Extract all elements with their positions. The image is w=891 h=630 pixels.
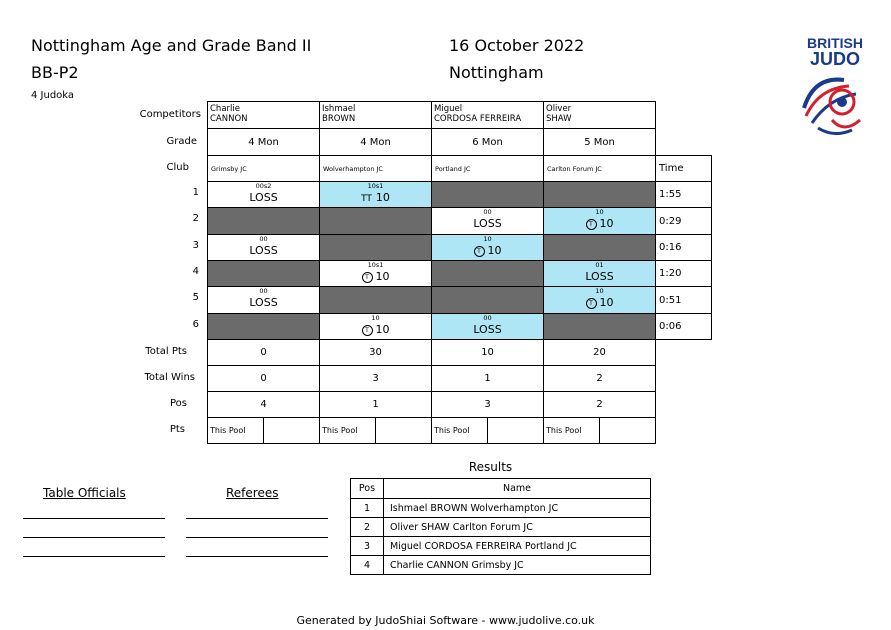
pool-cell: This Pool [319, 417, 376, 444]
match-cell [431, 286, 544, 314]
result-text: LOSS [249, 244, 278, 257]
signature-line[interactable] [186, 518, 328, 519]
competitor-last-name: SHAW [546, 114, 572, 124]
match-cell[interactable] [319, 181, 432, 208]
event-date: 16 October 2022 [449, 36, 585, 55]
winner-circle-icon: T [474, 246, 485, 257]
referees-label: Referees [226, 486, 279, 500]
match-result [320, 270, 431, 283]
competitor-name-cell [431, 101, 544, 129]
match-number: 2 [192, 213, 199, 224]
match-cell [319, 234, 432, 261]
signature-line[interactable] [23, 537, 165, 538]
pos-cell: 4 [207, 391, 320, 418]
match-cell[interactable] [543, 260, 656, 287]
footer-credit: Generated by JudoShiai Software - www.judolive.co.uk [296, 614, 595, 627]
match-result [320, 323, 431, 336]
table-officials-label: Table Officials [43, 486, 126, 500]
match-cell[interactable] [319, 260, 432, 287]
label-pts: Pts [169, 424, 185, 435]
match-cell[interactable] [431, 234, 544, 261]
match-cell [431, 260, 544, 287]
judoka-logo-icon [794, 68, 874, 138]
match-number: 6 [192, 319, 199, 330]
match-cell [319, 286, 432, 314]
result-text: LOSS [585, 270, 614, 283]
match-result [544, 217, 655, 230]
results-title: Results [468, 460, 513, 474]
match-score: 10 [371, 314, 380, 322]
match-score: 00 [259, 287, 268, 295]
pool-cell: This Pool [431, 417, 488, 444]
pool-cell: This Pool [207, 417, 264, 444]
match-number: 3 [192, 240, 199, 251]
british-judo-logo [790, 36, 880, 146]
pos-cell: 2 [543, 391, 656, 418]
results-pos: 4 [350, 555, 384, 575]
match-time-cell: 1:20 [655, 260, 712, 287]
club-cell: Carlton Forum JC [543, 155, 656, 182]
total-wins-cell: 3 [319, 365, 432, 392]
results-name: Miguel CORDOSA FERREIRA Portland JC [383, 536, 651, 556]
label-competitors: Competitors [139, 109, 201, 120]
results-pos: 2 [350, 517, 384, 537]
competitor-first-name: Oliver [546, 104, 572, 114]
signature-line[interactable] [186, 537, 328, 538]
competitor-name-cell [543, 101, 656, 129]
match-result [208, 191, 319, 204]
pos-cell: 1 [319, 391, 432, 418]
competitor-name-cell [319, 101, 432, 129]
logo-line1: BRITISH [807, 35, 863, 51]
results-name: Oliver SHAW Carlton Forum JC [383, 517, 651, 537]
grade-cell: 6 Mon [431, 128, 544, 156]
results-name-header: Name [383, 478, 651, 499]
results-name: Charlie CANNON Grimsby JC [383, 555, 651, 575]
time-header: Time [655, 155, 712, 182]
total-pts-cell: 10 [431, 339, 544, 366]
match-cell [543, 234, 656, 261]
label-grade: Grade [166, 136, 197, 147]
result-text: LOSS [473, 217, 502, 230]
result-text: 10 [599, 217, 614, 230]
result-text: LOSS [249, 296, 278, 309]
grade-cell: 5 Mon [543, 128, 656, 156]
competitor-first-name: Miguel [434, 104, 463, 114]
match-score: 10 [595, 287, 604, 295]
match-result [208, 296, 319, 309]
category-label: BB-P2 [31, 63, 79, 82]
pool-blank-cell[interactable] [375, 417, 432, 444]
match-time-cell: 0:29 [655, 207, 712, 235]
match-score: 10 [595, 208, 604, 216]
total-pts-cell: 0 [207, 339, 320, 366]
total-pts-cell: 30 [319, 339, 432, 366]
match-cell [207, 260, 320, 287]
match-cell [543, 313, 656, 340]
results-name: Ishmael BROWN Wolverhampton JC [383, 498, 651, 518]
match-result [432, 323, 543, 336]
result-text: 10 [375, 323, 390, 336]
match-cell [207, 313, 320, 340]
pool-blank-cell[interactable] [487, 417, 544, 444]
match-cell[interactable] [431, 207, 544, 235]
match-cell[interactable] [543, 286, 656, 314]
result-text: 10 [487, 244, 502, 257]
total-wins-cell: 1 [431, 365, 544, 392]
winner-circle-icon: T [362, 272, 373, 283]
logo-line2: JUDO [809, 49, 860, 69]
competitor-first-name: Ishmael [322, 104, 356, 114]
result-text: 10 [599, 296, 614, 309]
winner-circle-icon: T [586, 298, 597, 309]
match-result [320, 191, 431, 204]
winner-circle-icon: T [586, 219, 597, 230]
total-wins-cell: 2 [543, 365, 656, 392]
match-cell[interactable] [319, 313, 432, 340]
pool-blank-cell[interactable] [599, 417, 656, 444]
pos-cell: 3 [431, 391, 544, 418]
match-cell [207, 207, 320, 235]
winner-circle-icon: T [362, 325, 373, 336]
match-cell [543, 181, 656, 208]
match-score: 00 [259, 235, 268, 243]
judoka-count: 4 Judoka [31, 90, 75, 101]
match-score: 00s2 [255, 182, 272, 190]
match-result [432, 217, 543, 230]
match-time-cell: 0:51 [655, 286, 712, 314]
competitor-name-cell [207, 101, 320, 129]
match-result [544, 296, 655, 309]
match-score: 00 [483, 208, 492, 216]
club-cell: Grimsby JC [207, 155, 320, 182]
results-pos-header: Pos [350, 478, 384, 499]
competitor-last-name: BROWN [322, 114, 356, 124]
tournament-title: Nottingham Age and Grade Band II [31, 36, 312, 55]
competitor-last-name: CANNON [210, 114, 248, 124]
match-time-cell: 0:16 [655, 234, 712, 261]
match-time-cell: 0:06 [655, 313, 712, 340]
results-pos: 3 [350, 536, 384, 556]
match-score: 10 [483, 235, 492, 243]
pool-blank-cell[interactable] [263, 417, 320, 444]
total-pts-cell: 20 [543, 339, 656, 366]
club-cell: Wolverhampton JC [319, 155, 432, 182]
signature-line[interactable] [23, 518, 165, 519]
match-number: 1 [192, 187, 199, 198]
signature-line[interactable] [23, 556, 165, 557]
match-cell[interactable] [207, 181, 320, 208]
match-score: 10s1 [367, 182, 384, 190]
label-total-wins: Total Wins [144, 372, 195, 383]
match-cell[interactable] [207, 286, 320, 314]
total-wins-cell: 0 [207, 365, 320, 392]
pool-cell: This Pool [543, 417, 600, 444]
signature-line[interactable] [186, 556, 328, 557]
match-cell[interactable] [207, 234, 320, 261]
label-total-pts: Total Pts [145, 346, 187, 357]
match-score: 10s1 [367, 261, 384, 269]
label-club: Club [166, 162, 189, 173]
match-result [432, 244, 543, 257]
match-number: 4 [192, 266, 199, 277]
match-number: 5 [192, 292, 199, 303]
club-cell: Portland JC [431, 155, 544, 182]
match-cell[interactable] [543, 207, 656, 235]
match-score: 01 [595, 261, 604, 269]
event-location: Nottingham [449, 63, 544, 82]
label-pos: Pos [169, 398, 187, 409]
match-cell [319, 207, 432, 235]
result-prefix: TT [361, 194, 372, 204]
result-text: LOSS [249, 191, 278, 204]
competitor-first-name: Charlie [210, 104, 240, 114]
match-score: 00 [483, 314, 492, 322]
result-text: 10 [375, 191, 390, 204]
match-cell [431, 181, 544, 208]
match-result [208, 244, 319, 257]
result-text: 10 [375, 270, 390, 283]
grade-cell: 4 Mon [319, 128, 432, 156]
match-time-cell: 1:55 [655, 181, 712, 208]
results-pos: 1 [350, 498, 384, 518]
match-cell[interactable] [431, 313, 544, 340]
match-result [544, 270, 655, 283]
competitor-last-name: CORDOSA FERREIRA [434, 114, 522, 124]
grade-cell: 4 Mon [207, 128, 320, 156]
result-text: LOSS [473, 323, 502, 336]
